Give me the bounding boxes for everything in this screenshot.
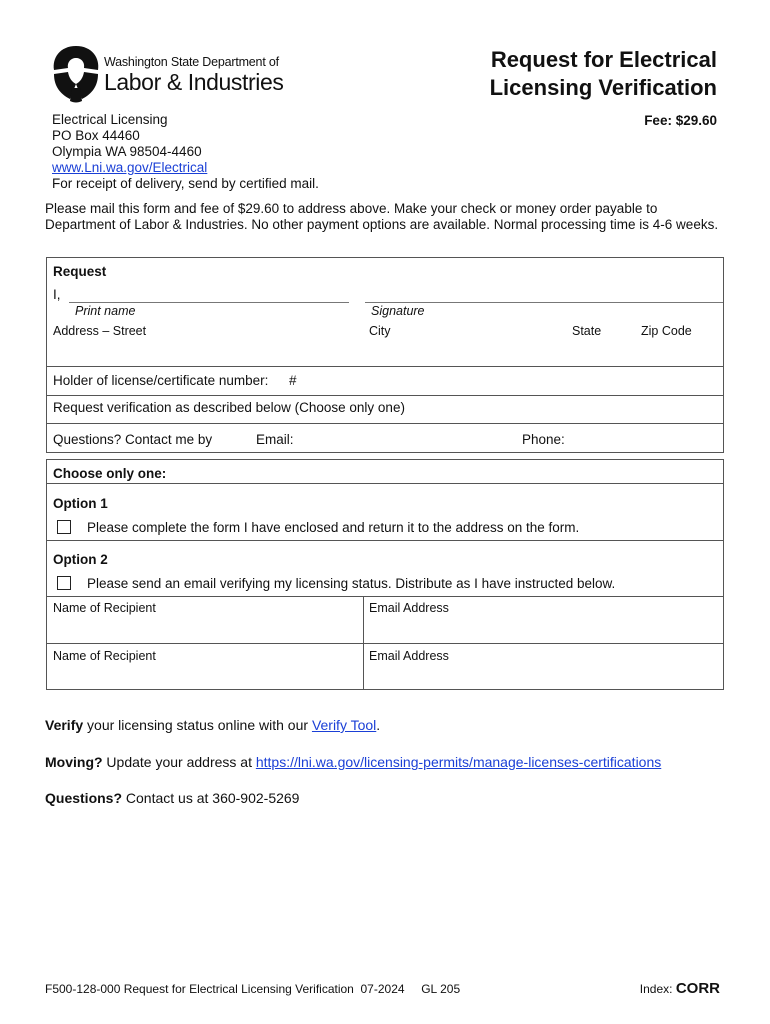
questions-line (45, 790, 299, 806)
questions-bold: Questions? (45, 790, 123, 806)
index-code: Index: CORR (639, 980, 720, 997)
form-id-footer: F500-128-000 Request for Electrical Licensing Verification 07-2024 GL 205 (45, 982, 461, 996)
index-value: CORR (675, 980, 720, 997)
contact-phone: Contact us at 360-902-5269 (122, 790, 300, 806)
address-line3: Olympia WA 98504-4460 (52, 144, 202, 159)
electrical-website-link[interactable]: www.Lni.wa.gov/Electrical (52, 160, 208, 175)
print-name-field[interactable] (69, 302, 349, 303)
agency-logo (50, 44, 284, 104)
request-section (46, 257, 724, 453)
recipient1-email-label: Email Address (369, 601, 449, 615)
hash-symbol: # (289, 373, 297, 388)
option1-text: Please complete the form I have enclosed and return it to the address on the form. (87, 520, 580, 535)
option1-title: Option 1 (53, 496, 108, 511)
agency-name-line2: Labor & Industries (104, 69, 284, 95)
option2-title: Option 2 (53, 552, 108, 567)
form-title-line2: Licensing Verification (489, 75, 717, 100)
signature-label: Signature (371, 304, 425, 318)
recipient2-name-label: Name of Recipient (53, 649, 156, 663)
address-street-label: Address – Street (53, 324, 147, 338)
recipient2-email-label: Email Address (369, 649, 449, 663)
verify-line: Verify your licensing status online with our Verify Tool. (45, 717, 381, 733)
mailing-address (52, 112, 319, 192)
verify-bold: Verify (45, 717, 84, 733)
verify-tool-link[interactable]: Verify Tool (311, 717, 377, 733)
license-number-label: Holder of license/certificate number: (53, 373, 269, 388)
request-heading: Request (53, 264, 107, 279)
fee-label: Fee: $29.60 (644, 113, 717, 128)
address-line1: Electrical Licensing (52, 112, 168, 127)
zip-code-label: Zip Code (641, 324, 692, 338)
option1-checkbox[interactable] (57, 520, 71, 534)
signature-field[interactable] (365, 302, 723, 303)
certified-mail-note: For receipt of delivery, send by certified mail. (52, 176, 319, 191)
recipient1-name-label: Name of Recipient (53, 601, 156, 615)
address-line2: PO Box 44460 (52, 128, 140, 143)
phone-label: Phone: (522, 432, 565, 447)
print-name-label: Print name (75, 304, 136, 318)
instructions-paragraph: Please mail this form and fee of $29.60 to address above. Make your check or money order payable to Department of Labor & Industries. No other payment options are available. Normal processing time is 4-6 weeks. (45, 201, 719, 232)
form-title (490, 46, 717, 102)
option2-checkbox[interactable] (57, 576, 71, 590)
form-title-line1: Request for Electrical (490, 47, 717, 72)
email-label: Email: (256, 432, 294, 447)
agency-name-line1: Washington State Department of (104, 55, 279, 69)
contact-label: Questions? Contact me by (53, 432, 213, 447)
manage-licenses-link[interactable]: https://lni.wa.gov/licensing-permits/manage-licenses-certifications (255, 754, 662, 770)
choose-one-heading: Choose only one: (53, 466, 167, 481)
lni-logo-icon (50, 44, 102, 104)
moving-line: Moving? Update your address at https://lni.wa.gov/licensing-permits/manage-licenses-certifications (45, 754, 662, 770)
options-section (46, 459, 724, 690)
city-label: City (369, 324, 391, 338)
state-label: State (572, 324, 602, 338)
option2-text: Please send an email verifying my licensing status. Distribute as I have instructed below. (87, 576, 616, 591)
i-label: I, (53, 287, 61, 302)
moving-bold: Moving? (45, 754, 103, 770)
verification-request-label: Request verification as described below (Choose only one) (53, 400, 405, 415)
